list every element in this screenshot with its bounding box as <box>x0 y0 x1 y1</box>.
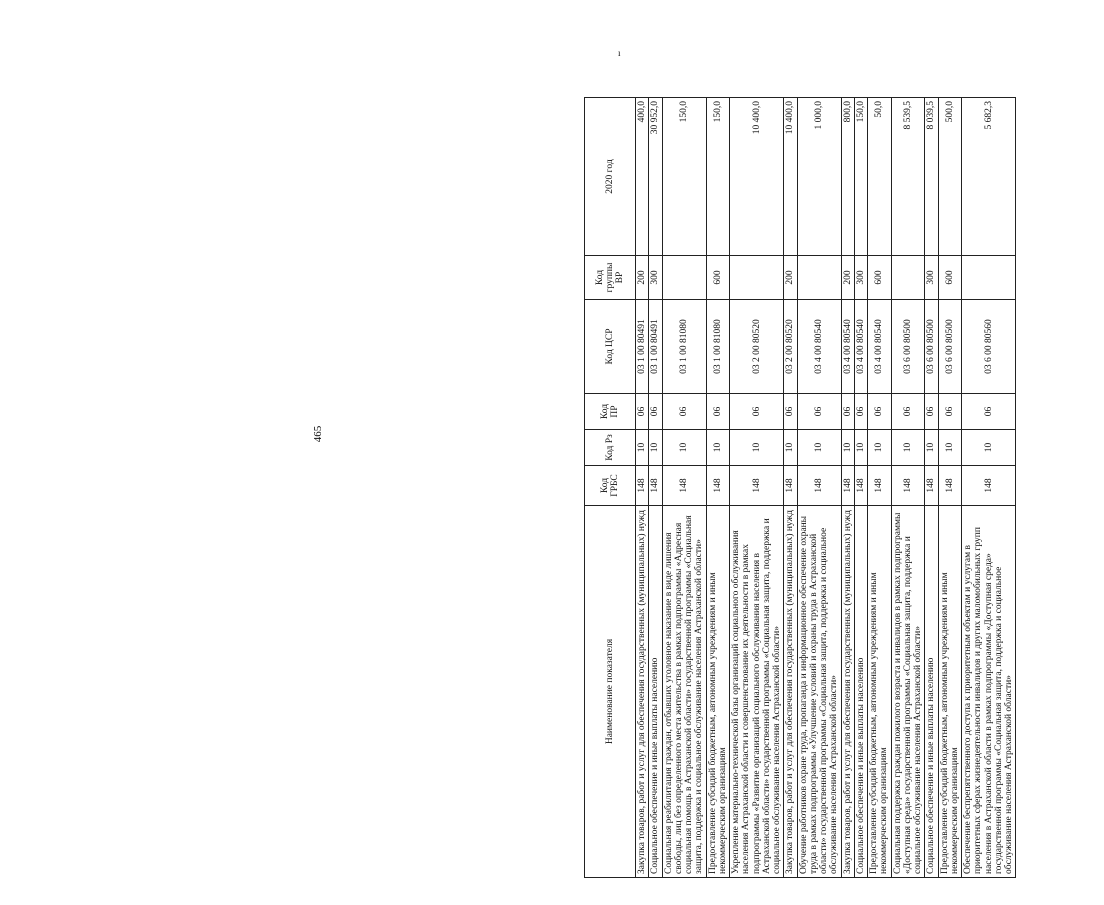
cell-name: Социальное обеспечение и иные выплаты населению <box>854 506 867 878</box>
cell-vr: 200 <box>784 256 797 300</box>
cell-amount: 8 539,5 <box>891 98 925 256</box>
cell-csr: 03 2 00 80520 <box>730 300 784 394</box>
table-row <box>706 98 730 878</box>
cell-rz: 10 <box>854 430 867 466</box>
table-row <box>925 98 938 878</box>
cell-rz: 10 <box>868 430 892 466</box>
cell-csr: 03 6 00 80500 <box>938 300 962 394</box>
cell-name: Закупка товаров, работ и услуг для обеспечения государственных (муниципальных) нужд <box>841 506 854 878</box>
header-year: 2020 год <box>585 98 636 256</box>
table-row <box>891 98 925 878</box>
cell-pr: 06 <box>854 394 867 430</box>
cell-csr: 03 6 00 80500 <box>891 300 925 394</box>
cell-name: Закупка товаров, работ и услуг для обеспечения государственных (муниципальных) нужд <box>636 506 649 878</box>
rotated-table-container <box>584 98 1104 878</box>
cell-grbs: 148 <box>730 466 784 506</box>
cell-amount: 10 400,0 <box>784 98 797 256</box>
cell-grbs: 148 <box>938 466 962 506</box>
cell-rz: 10 <box>891 430 925 466</box>
cell-name: Социальное обеспечение и иные выплаты населению <box>649 506 662 878</box>
cell-grbs: 148 <box>636 466 649 506</box>
cell-amount: 500,0 <box>938 98 962 256</box>
table-row <box>841 98 854 878</box>
cell-amount: 150,0 <box>854 98 867 256</box>
cell-name: Укрепление материально-технической базы организаций социального обслуживания населения Астраханской области и совершенствование их деятельности в рамках подпрограммы «Развитие организаций социального обслуживания населения в Астраханской области» государственной программы «Социальная защита, поддержка и социальное обслуживание населения Астраханской области» <box>730 506 784 878</box>
cell-amount: 150,0 <box>706 98 730 256</box>
cell-pr: 06 <box>784 394 797 430</box>
table-row <box>662 98 706 878</box>
cell-rz: 10 <box>797 430 841 466</box>
cell-vr <box>797 256 841 300</box>
cell-vr: 200 <box>841 256 854 300</box>
cell-csr: 03 4 00 80540 <box>854 300 867 394</box>
header-pr: Код ПР <box>585 394 636 430</box>
cell-rz: 10 <box>841 430 854 466</box>
cell-vr <box>891 256 925 300</box>
table-row <box>797 98 841 878</box>
cell-csr: 03 1 00 81080 <box>662 300 706 394</box>
cell-pr: 06 <box>925 394 938 430</box>
table-row <box>854 98 867 878</box>
cell-vr: 300 <box>854 256 867 300</box>
cell-amount: 10 400,0 <box>730 98 784 256</box>
header-grbs: Код ГРБС <box>585 466 636 506</box>
cell-amount: 30 952,0 <box>649 98 662 256</box>
cell-grbs: 148 <box>784 466 797 506</box>
cell-grbs: 148 <box>706 466 730 506</box>
cell-rz: 10 <box>962 430 1016 466</box>
cell-csr: 03 6 00 80560 <box>962 300 1016 394</box>
cell-pr: 06 <box>962 394 1016 430</box>
cell-csr: 03 4 00 80540 <box>841 300 854 394</box>
cell-grbs: 148 <box>868 466 892 506</box>
cell-pr: 06 <box>938 394 962 430</box>
cell-csr: 03 4 00 80540 <box>797 300 841 394</box>
header-name: Наименование показателя <box>585 506 636 878</box>
table-body <box>636 98 1016 878</box>
cell-vr: 200 <box>636 256 649 300</box>
cell-pr: 06 <box>891 394 925 430</box>
cell-rz: 10 <box>662 430 706 466</box>
cell-csr: 03 2 00 80520 <box>784 300 797 394</box>
cell-name: Социальная реабилитация граждан, отбывших уголовное наказание в виде лишения свободы, лиц без определенного места жительства в рамках подпрограммы «Адресная социальная помощь в Астраханской области» государственной программы «Социальная защита, поддержка и социальное обслуживание населения Астраханской области» <box>662 506 706 878</box>
cell-csr: 03 1 00 81080 <box>706 300 730 394</box>
cell-rz: 10 <box>925 430 938 466</box>
cell-amount: 1 000,0 <box>797 98 841 256</box>
cell-grbs: 148 <box>649 466 662 506</box>
cell-rz: 10 <box>706 430 730 466</box>
cell-name: Обучение работников охране труда, пропаганда и информационное обеспечение охраны труда в рамках подпрограммы «Улучшение условий и охраны труда в Астраханской области» государственной программы «Социальная защита, поддержка и социальное обслуживание населения Астраханской области» <box>797 506 841 878</box>
cell-vr: 600 <box>938 256 962 300</box>
corner-mark: ı <box>618 48 621 58</box>
cell-rz: 10 <box>636 430 649 466</box>
table-row <box>649 98 662 878</box>
cell-amount: 8 039,5 <box>925 98 938 256</box>
cell-name: Социальная поддержка граждан пожилого возраста и инвалидов в рамках подпрограммы «Доступная среда» государственной программы «Социальная защита, поддержка и социальное обслуживание населения Астраханской области» <box>891 506 925 878</box>
cell-pr: 06 <box>868 394 892 430</box>
cell-vr <box>962 256 1016 300</box>
cell-pr: 06 <box>730 394 784 430</box>
cell-name: Закупка товаров, работ и услуг для обеспечения государственных (муниципальных) нужд <box>784 506 797 878</box>
cell-csr: 03 4 00 80540 <box>868 300 892 394</box>
cell-name: Обеспечение беспрепятственного доступа к приоритетным объектам и услугам в приоритетных сферах жизнедеятельности инвалидов и других маломобильных групп населения в Астраханской области в рамках подпрограммы «Доступная среда» государственной программы «Социальная защита, поддержка и социальное обслуживание населения Астраханской области» <box>962 506 1016 878</box>
cell-amount: 400,0 <box>636 98 649 256</box>
cell-rz: 10 <box>938 430 962 466</box>
cell-name: Предоставление субсидий бюджетным, автономным учреждениям и иным некоммерческим организациям <box>706 506 730 878</box>
cell-csr: 03 1 00 80491 <box>649 300 662 394</box>
cell-grbs: 148 <box>797 466 841 506</box>
cell-vr: 600 <box>868 256 892 300</box>
cell-rz: 10 <box>784 430 797 466</box>
cell-amount: 5 682,3 <box>962 98 1016 256</box>
cell-pr: 06 <box>797 394 841 430</box>
cell-vr <box>662 256 706 300</box>
cell-vr: 600 <box>706 256 730 300</box>
cell-pr: 06 <box>662 394 706 430</box>
cell-csr: 03 6 00 80500 <box>925 300 938 394</box>
header-rz: Код Рз <box>585 430 636 466</box>
table-row <box>730 98 784 878</box>
cell-amount: 800,0 <box>841 98 854 256</box>
header-row <box>585 98 636 878</box>
cell-grbs: 148 <box>962 466 1016 506</box>
cell-name: Предоставление субсидий бюджетным, автономным учреждениям и иным некоммерческим организациям <box>938 506 962 878</box>
header-vr: Код группы ВР <box>585 256 636 300</box>
cell-rz: 10 <box>649 430 662 466</box>
cell-name: Предоставление субсидий бюджетным, автономным учреждениям и иным некоммерческим организациям <box>868 506 892 878</box>
cell-pr: 06 <box>649 394 662 430</box>
cell-amount: 150,0 <box>662 98 706 256</box>
cell-rz: 10 <box>730 430 784 466</box>
cell-grbs: 148 <box>662 466 706 506</box>
cell-grbs: 148 <box>925 466 938 506</box>
table-row <box>784 98 797 878</box>
cell-pr: 06 <box>706 394 730 430</box>
cell-amount: 50,0 <box>868 98 892 256</box>
page-number: 465 <box>312 425 324 443</box>
header-csr: Код ЦСР <box>585 300 636 394</box>
cell-vr: 300 <box>649 256 662 300</box>
cell-pr: 06 <box>841 394 854 430</box>
cell-grbs: 148 <box>841 466 854 506</box>
budget-table <box>584 97 1016 878</box>
cell-vr: 300 <box>925 256 938 300</box>
cell-grbs: 148 <box>891 466 925 506</box>
table-row <box>962 98 1016 878</box>
table-row <box>636 98 649 878</box>
cell-vr <box>730 256 784 300</box>
cell-pr: 06 <box>636 394 649 430</box>
cell-csr: 03 1 00 80491 <box>636 300 649 394</box>
cell-name: Социальное обеспечение и иные выплаты населению <box>925 506 938 878</box>
table-row <box>868 98 892 878</box>
table-row <box>938 98 962 878</box>
cell-grbs: 148 <box>854 466 867 506</box>
